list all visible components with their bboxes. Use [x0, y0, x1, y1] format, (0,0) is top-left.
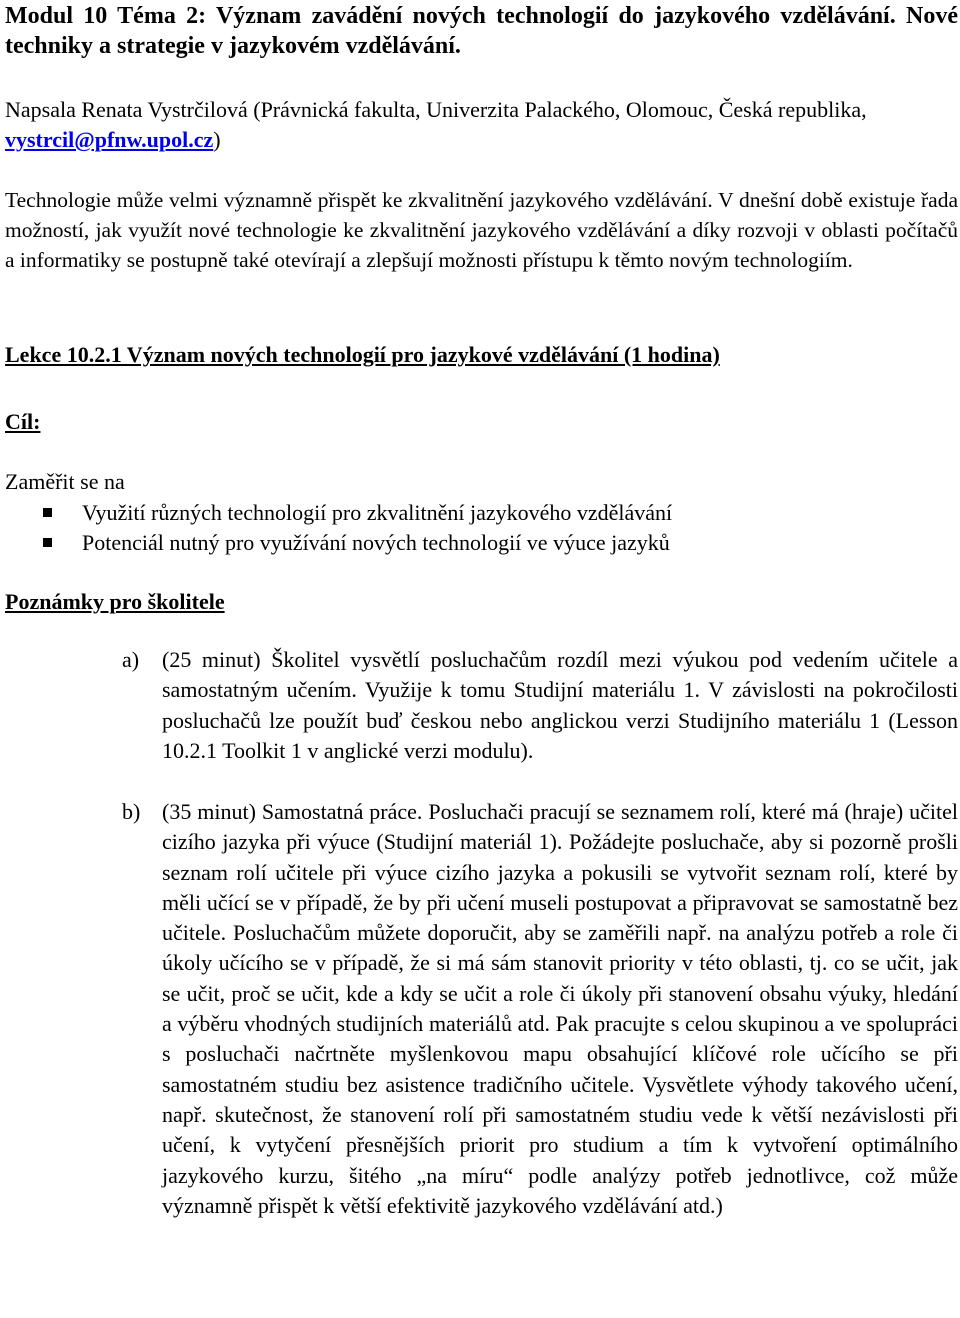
square-bullet-icon — [43, 508, 52, 517]
task-text: (25 minut) Školitel vysvětlí posluchačům rozdíl mezi výukou pod vedením učitele a samostatným učením. Využije k tomu Studijní materiálu 1. V závislosti na pokročilosti posluchačů lze použít buď českou nebo anglickou verzi Studijního materiálu 1 (Lesson 10.2.1 Toolkit 1 v anglické verzi modulu). — [162, 647, 958, 763]
task-item-a — [122, 645, 958, 766]
document-title: Modul 10 Téma 2: Význam zavádění nových technologií do jazykového vzdělávání. Nové techniky a strategie v jazykovém vzdělávání. — [5, 3, 958, 59]
author-closing: ) — [213, 127, 221, 152]
task-label: a) — [122, 647, 140, 672]
lesson-heading: Lekce 10.2.1 Význam nových technologií pro jazykové vzdělávání (1 hodina) — [5, 342, 720, 367]
list-item — [5, 528, 958, 558]
focus-list — [5, 498, 958, 558]
focus-item-text: Potenciál nutný pro využívání nových technologií ve výuce jazyků — [82, 530, 670, 555]
task-item-b — [122, 797, 958, 1221]
trainer-notes-heading: Poznámky pro školitele — [5, 589, 225, 614]
intro-paragraph: Technologie může velmi významně přispět ke zkvalitnění jazykového vzdělávání. V dnešní době existuje řada možností, jak využít nové technologie ke zkvalitnění jazykového vzdělávání a díky rozvoji v oblasti počítačů a informatiky se postupně také otevírají a zlepšují možnosti přístupu k těmto novým technologiím. — [5, 188, 958, 272]
focus-label: Zaměřit se na — [5, 469, 125, 494]
focus-item-text: Využití různých technologií pro zkvalitnění jazykového vzdělávání — [82, 500, 673, 525]
task-label: b) — [122, 799, 141, 824]
goal-heading: Cíl: — [5, 409, 41, 434]
author-text: Napsala Renata Vystrčilová (Právnická fakulta, Univerzita Palackého, Olomouc, Česká republika, — [5, 97, 867, 122]
author-line — [5, 95, 958, 155]
square-bullet-icon — [43, 538, 52, 547]
task-text: (35 minut) Samostatná práce. Posluchači pracují se seznamem rolí, které má (hraje) učitel cizího jazyka při výuce (Studijní materiál 1). Požádejte posluchače, aby si pozorně prošli seznam rolí učitele při výuce cizího jazyka a pokusili se vytvořit seznam rolí, které by měli učící se v případě, že by při učení museli postupovat a připravovat se samostatně bez učitele. Posluchačům můžete doporučit, aby se zaměřili např. na analýzu potřeb a role či úkoly učícího se v případě, že si má sám stanovit priority v této oblasti, tj. co se učit, jak se učit, proč se učit, kde a kdy se učit a role či úkoly při stanovení obsahu výuky, hledání a výběru vhodných studijních materiálů atd. Pak pracujte s celou skupinou a ve spolupráci s posluchači načrtněte myšlenkovou mapu obsahující klíčové role učícího se při samostatném studiu bez asistence tradičního učitele. Vysvětlete výhody takového učení, např. skutečnost, že stanovení rolí při samostatném studiu vede k větší nezávislosti při učení, k vytyčení přesnějších priorit pro studium a tím k vytvoření optimálního jazykového kurzu, šitého „na míru“ podle analýzy potřeb jednotlivce, což může významně přispět k větší efektivitě jazykového vzdělávání atd.) — [162, 799, 958, 1218]
author-email-link[interactable]: vystrcil@pfnw.upol.cz — [5, 127, 214, 152]
list-item — [5, 498, 958, 528]
